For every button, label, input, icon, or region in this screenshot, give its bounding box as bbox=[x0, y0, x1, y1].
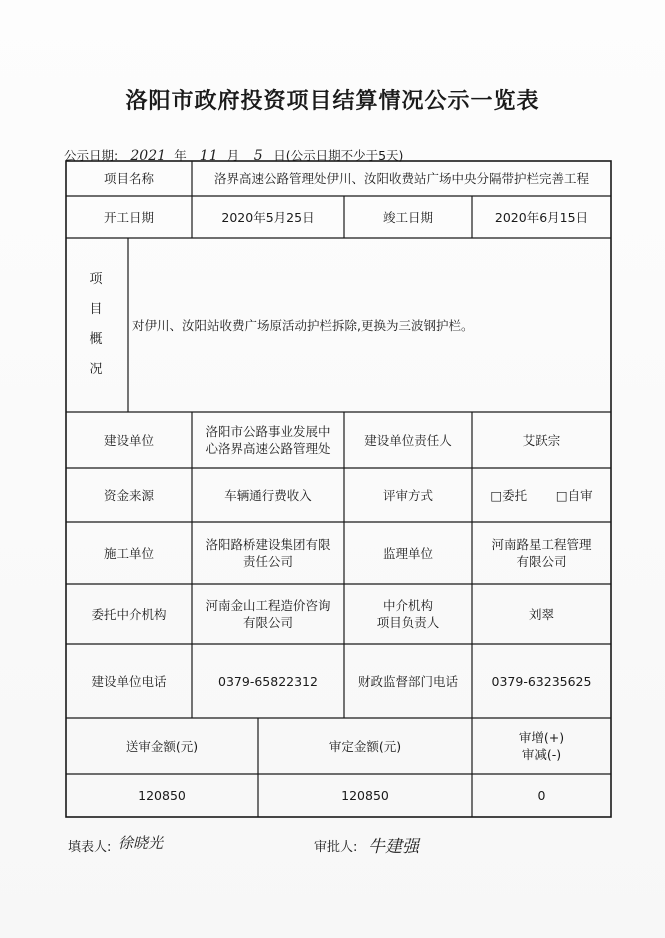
agency-line: 有限公司 bbox=[242, 615, 293, 630]
filler-label: 填表人: bbox=[68, 840, 112, 855]
contractor-label: 施工单位 bbox=[103, 545, 154, 561]
overview-label-char: 目 bbox=[89, 302, 103, 317]
contractor-value bbox=[192, 522, 344, 584]
agency-head-label-line: 项目负责人 bbox=[376, 615, 440, 630]
fund-source: 车辆通行费收入 bbox=[224, 487, 312, 503]
review-label: 评审方式 bbox=[382, 487, 433, 503]
notice-date-note: (公示日期不少于5天) bbox=[285, 148, 404, 163]
review-option-entrust: □委托 bbox=[490, 487, 528, 503]
start-date-label: 开工日期 bbox=[103, 209, 154, 225]
contractor-line: 洛阳路桥建设集团有限 bbox=[205, 537, 331, 552]
fund-label: 资金来源 bbox=[103, 487, 154, 503]
approved-amount: 120850 bbox=[341, 788, 389, 803]
notice-day: 5 bbox=[253, 148, 263, 164]
submitted-amount-label: 送审金额(元) bbox=[125, 738, 199, 754]
diff-label-line: 审减(-) bbox=[521, 747, 562, 762]
notice-date-label: 公示日期: bbox=[64, 148, 119, 163]
page-title: 洛阳市政府投资项目结算情况公示一览表 bbox=[125, 89, 540, 114]
notice-year-unit: 年 bbox=[174, 148, 187, 163]
builder-head: 艾跃宗 bbox=[522, 432, 561, 448]
supervisor-label: 监理单位 bbox=[382, 545, 433, 561]
project-name-label: 项目名称 bbox=[103, 171, 154, 186]
approver-signature: 牛建强 bbox=[368, 837, 419, 857]
overview-label-char: 项 bbox=[89, 272, 103, 287]
supervisor-line: 河南路星工程管理 bbox=[491, 537, 592, 552]
builder-label: 建设单位 bbox=[103, 432, 154, 448]
builder-phone-label: 建设单位电话 bbox=[91, 673, 167, 689]
overview-label-char: 概 bbox=[89, 332, 103, 347]
overview-text: 对伊川、汝阳站收费广场原活动护栏拆除,更换为三波钢护栏。 bbox=[132, 317, 474, 333]
approver-label: 审批人: bbox=[314, 840, 358, 855]
agency-head-label-line: 中介机构 bbox=[382, 598, 433, 613]
end-date-label: 竣工日期 bbox=[382, 209, 433, 225]
diff-amount: 0 bbox=[537, 788, 546, 803]
finance-phone-label: 财政监督部门电话 bbox=[357, 673, 458, 689]
filler-signature: 徐晓光 bbox=[118, 834, 164, 852]
notice-month-unit: 月 bbox=[226, 148, 240, 163]
end-date: 2020年6月15日 bbox=[494, 209, 589, 225]
submitted-amount: 120850 bbox=[138, 788, 186, 803]
supervisor-value bbox=[472, 522, 611, 584]
builder-line: 心洛界高速公路管理处 bbox=[205, 441, 331, 456]
contractor-line: 责任公司 bbox=[242, 554, 293, 569]
overview-label bbox=[66, 240, 126, 410]
builder-line: 洛阳市公路事业发展中 bbox=[205, 424, 331, 439]
overview-label-char: 况 bbox=[89, 362, 103, 377]
agency-line: 河南金山工程造价咨询 bbox=[205, 598, 331, 613]
agency-head-label bbox=[344, 584, 472, 644]
diff-label-line: 审增(+) bbox=[518, 730, 565, 745]
start-date: 2020年5月25日 bbox=[221, 209, 315, 225]
builder-phone: 0379-65822312 bbox=[218, 673, 318, 689]
finance-phone: 0379-63235625 bbox=[491, 673, 592, 689]
agency-value bbox=[192, 584, 344, 644]
diff-label bbox=[472, 718, 611, 774]
notice-month: 11 bbox=[199, 148, 218, 164]
notice-day-unit: 日 bbox=[273, 148, 286, 163]
review-option-self: □自审 bbox=[555, 487, 593, 503]
agency-label: 委托中介机构 bbox=[91, 606, 167, 622]
project-name: 洛界高速公路管理处伊川、汝阳收费站广场中央分隔带护栏完善工程 bbox=[213, 171, 589, 186]
builder-head-label: 建设单位责任人 bbox=[364, 432, 452, 448]
supervisor-line: 有限公司 bbox=[516, 554, 567, 569]
builder-value bbox=[192, 412, 344, 468]
agency-head: 刘翠 bbox=[528, 606, 554, 622]
approved-amount-label: 审定金额(元) bbox=[328, 738, 402, 754]
review-options bbox=[472, 468, 611, 522]
notice-year: 2021 bbox=[130, 148, 167, 164]
